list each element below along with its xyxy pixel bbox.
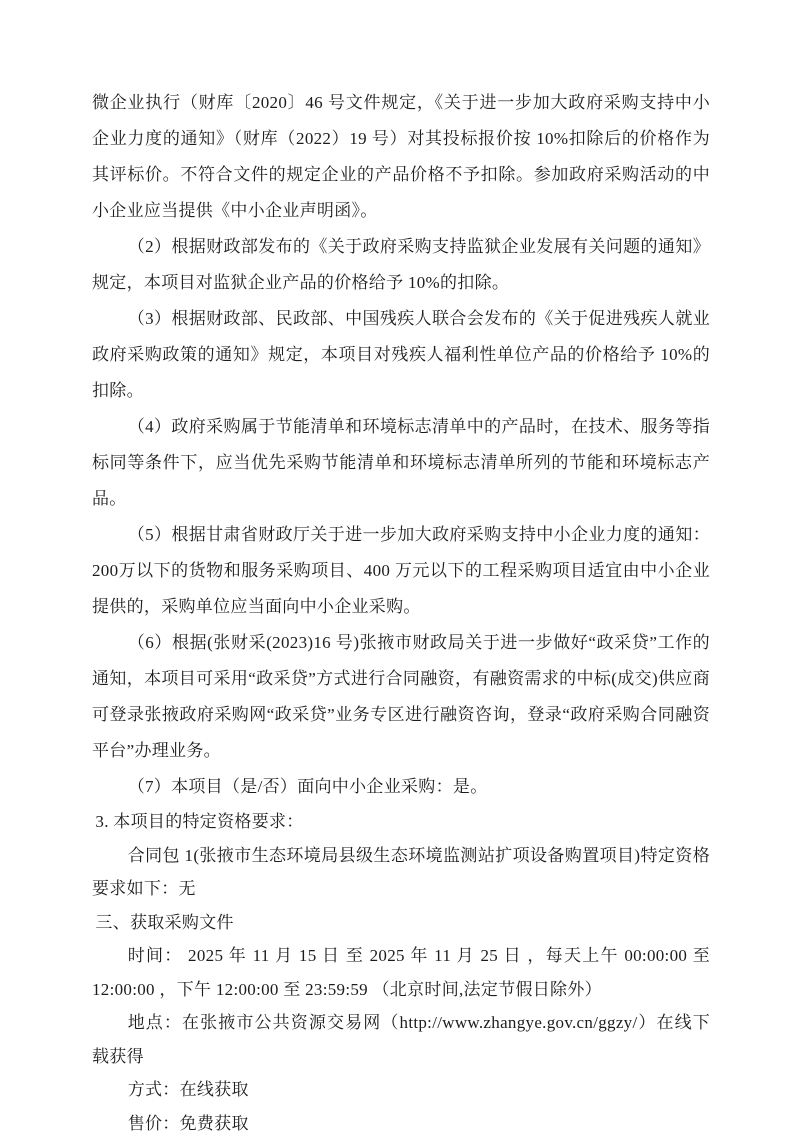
para-contract-package-1: 合同包 1(张掖市生态环境局县级生态环境监测站扩项设备购置项目)特定资格要求如下：无 [92, 839, 710, 906]
para-item-4-energy-saving: （4）政府采购属于节能清单和环境标志清单中的产品时，在技术、服务等指标同等条件下，应当优先采购节能清单和环境标志清单所列的节能和环境标志产品。 [92, 409, 710, 517]
para-obtain-location: 地点：在张掖市公共资源交易网（http://www.zhangye.gov.cn/ggzy/）在线下载获得 [92, 1006, 710, 1073]
para-obtain-method: 方式：在线获取 [92, 1073, 710, 1107]
para-sme-price-deduction-continuation: 微企业执行（财库〔2020〕46 号文件规定，《关于进一步加大政府采购支持中小企业力度的通知》（财库（2022）19 号）对其投标报价按 10%扣除后的价格作为其评标价。不符合文件的规定企业的产品价格不予扣除。参加政府采购活动的中小企业应当提供《中小企业声明函》。 [92, 85, 710, 229]
para-item-6-zhengcaidai: （6）根据(张财采(2023)16 号)张掖市财政局关于进一步做好“政采贷”工作的通知，本项目可采用“政采贷”方式进行合同融资，有融资需求的中标(成交)供应商可登录张掖政府采购网“政采贷”业务专区进行融资咨询，登录“政府采购合同融资平台”办理业务。 [92, 625, 710, 769]
heading-section-3-obtain-documents: 三、获取采购文件 [92, 906, 710, 940]
para-item-7-sme-oriented: （7）本项目（是/否）面向中小企业采购：是。 [92, 769, 710, 805]
para-item-5-gansu-sme-notice: （5）根据甘肃省财政厅关于进一步加大政府采购支持中小企业力度的通知：200万以下的货物和服务采购项目、400 万元以下的工程采购项目适宜由中小企业提供的，采购单位应当面向中小企业采购。 [92, 517, 710, 625]
para-item-3-disabled-welfare: （3）根据财政部、民政部、中国残疾人联合会发布的《关于促进残疾人就业政府采购政策的通知》规定，本项目对残疾人福利性单位产品的价格给予 10%的扣除。 [92, 301, 710, 409]
heading-specific-qualification: 3. 本项目的特定资格要求： [92, 805, 710, 839]
para-obtain-price: 售价：免费获取 [92, 1107, 710, 1140]
para-item-2-prison-enterprises: （2）根据财政部发布的《关于政府采购支持监狱企业发展有关问题的通知》规定，本项目对监狱企业产品的价格给予 10%的扣除。 [92, 229, 710, 301]
para-obtain-time: 时间： 2025 年 11 月 15 日 至 2025 年 11 月 25 日 ，每天上午 00:00:00 至 12:00:00 ，下午 12:00:00 至 23:59:59 （北京时间,法定节假日除外） [92, 939, 710, 1006]
